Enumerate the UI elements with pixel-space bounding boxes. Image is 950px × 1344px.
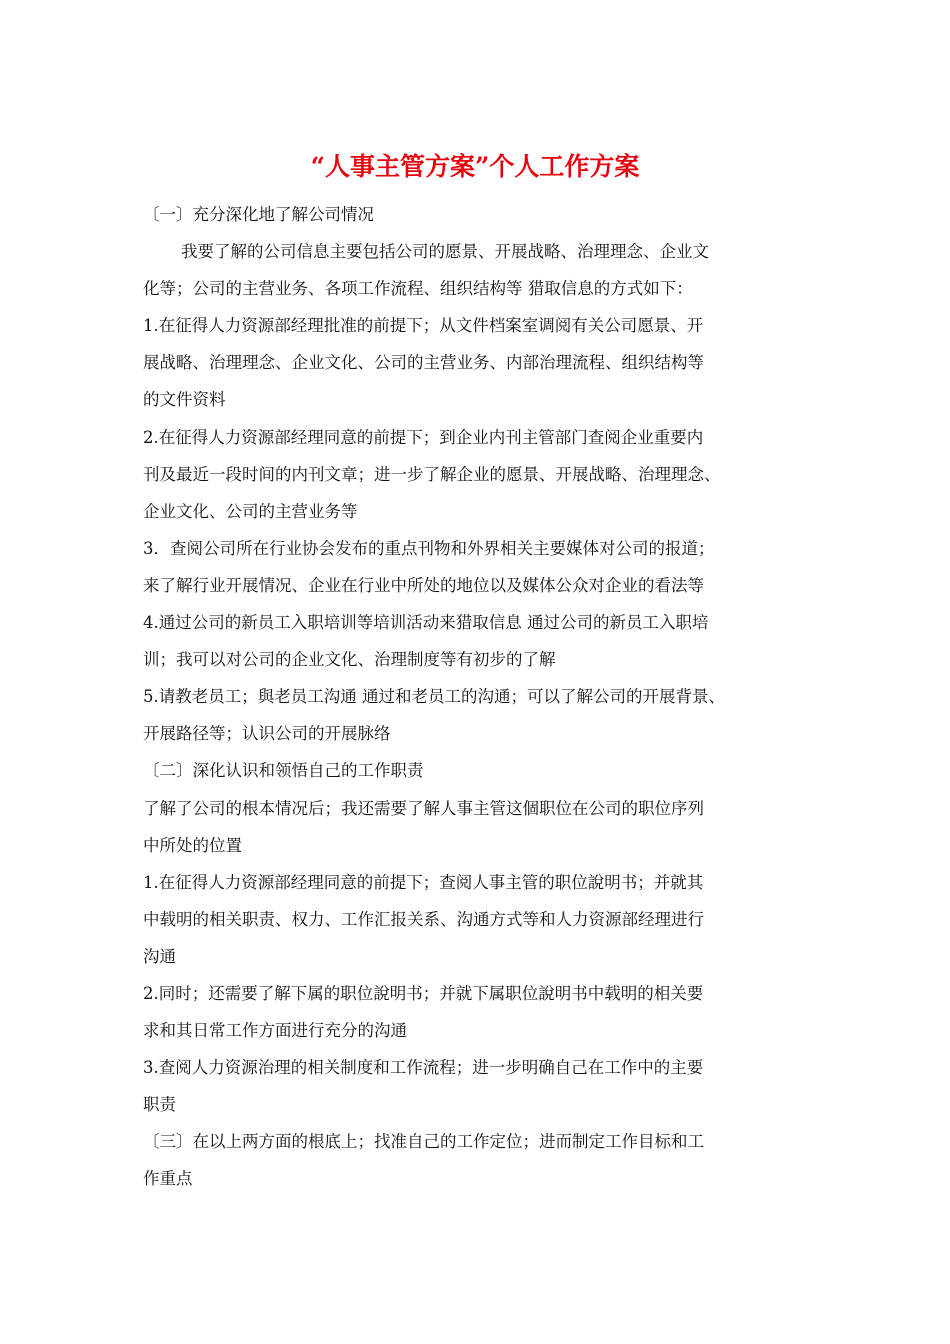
section-heading: 〔三〕在以上两方面的根底上；找准自己的工作定位；进而制定工作目标和工	[143, 1132, 704, 1152]
list-item-line: 1.在征得人力资源部经理同意的前提下；查阅人事主管的职位說明书；并就其	[143, 872, 704, 892]
list-item-line: 刊及最近一段时间的内刊文章；进一步了解企业的愿景、开展战略、治理理念、	[143, 464, 721, 484]
list-item-line: 2.同时；还需要了解下属的职位說明书；并就下属职位說明书中载明的相关要	[143, 983, 704, 1003]
list-item-line: 训；我可以对公司的企业文化、治理制度等有初步的了解	[143, 650, 556, 670]
list-item-line: 1.在征得人力资源部经理批准的前提下；从文件档案室调阅有关公司愿景、开	[143, 316, 704, 336]
list-item-line: 4.通过公司的新员工入职培训等培训活动来猎取信息 通过公司的新员工入职培	[143, 613, 709, 633]
list-item-line: 沟通	[143, 946, 176, 966]
list-item-line: 的文件资料	[143, 390, 226, 410]
paragraph-line: 了解了公司的根本情况后；我还需要了解人事主管这個职位在公司的职位序列	[143, 798, 704, 818]
list-item-line: 企业文化、公司的主营业务等	[143, 501, 358, 521]
document-title: “人事主管方案”个人工作方案	[310, 152, 640, 181]
section-heading: 〔一〕充分深化地了解公司情况	[143, 205, 374, 224]
list-item-line: 来了解行业开展情况、企业在行业中所处的地位以及媒体公众对企业的看法等	[143, 575, 704, 595]
list-item-line: 3．查阅公司所在行业协会发布的重点刊物和外界相关主要媒体对公司的报道；	[143, 538, 715, 558]
section-heading: 作重点	[143, 1169, 193, 1189]
paragraph-line: 中所处的位置	[143, 835, 242, 855]
list-item-line: 开展路径等；认识公司的开展脉络	[143, 724, 391, 744]
list-item-line: 职责	[143, 1095, 176, 1115]
document-body	[143, 196, 843, 1198]
paragraph-line: 我要了解的公司信息主要包括公司的愿景、开展战略、治理理念、企业文	[181, 242, 709, 262]
section-heading: 〔二〕深化认识和领悟自己的工作职责	[143, 761, 424, 781]
list-item-line: 中载明的相关职责、权力、工作汇报关系、沟通方式等和人力资源部经理进行	[143, 909, 704, 929]
list-item-line: 3.查阅人力资源治理的相关制度和工作流程；进一步明确自己在工作中的主要	[143, 1058, 704, 1078]
list-item-line: 展战略、治理理念、企业文化、公司的主营业务、内部治理流程、组织结构等	[143, 353, 704, 373]
list-item-line: 2.在征得人力资源部经理同意的前提下；到企业内刊主管部门查阅企业重要内	[143, 427, 704, 447]
paragraph-line: 化等；公司的主营业务、各项工作流程、组织结构等 猎取信息的方式如下：	[143, 279, 693, 299]
list-item-line: 5.请教老员工；與老员工沟通 通过和老员工的沟通；可以了解公司的开展背景、	[143, 687, 725, 707]
list-item-line: 求和其日常工作方面进行充分的沟通	[143, 1021, 407, 1041]
